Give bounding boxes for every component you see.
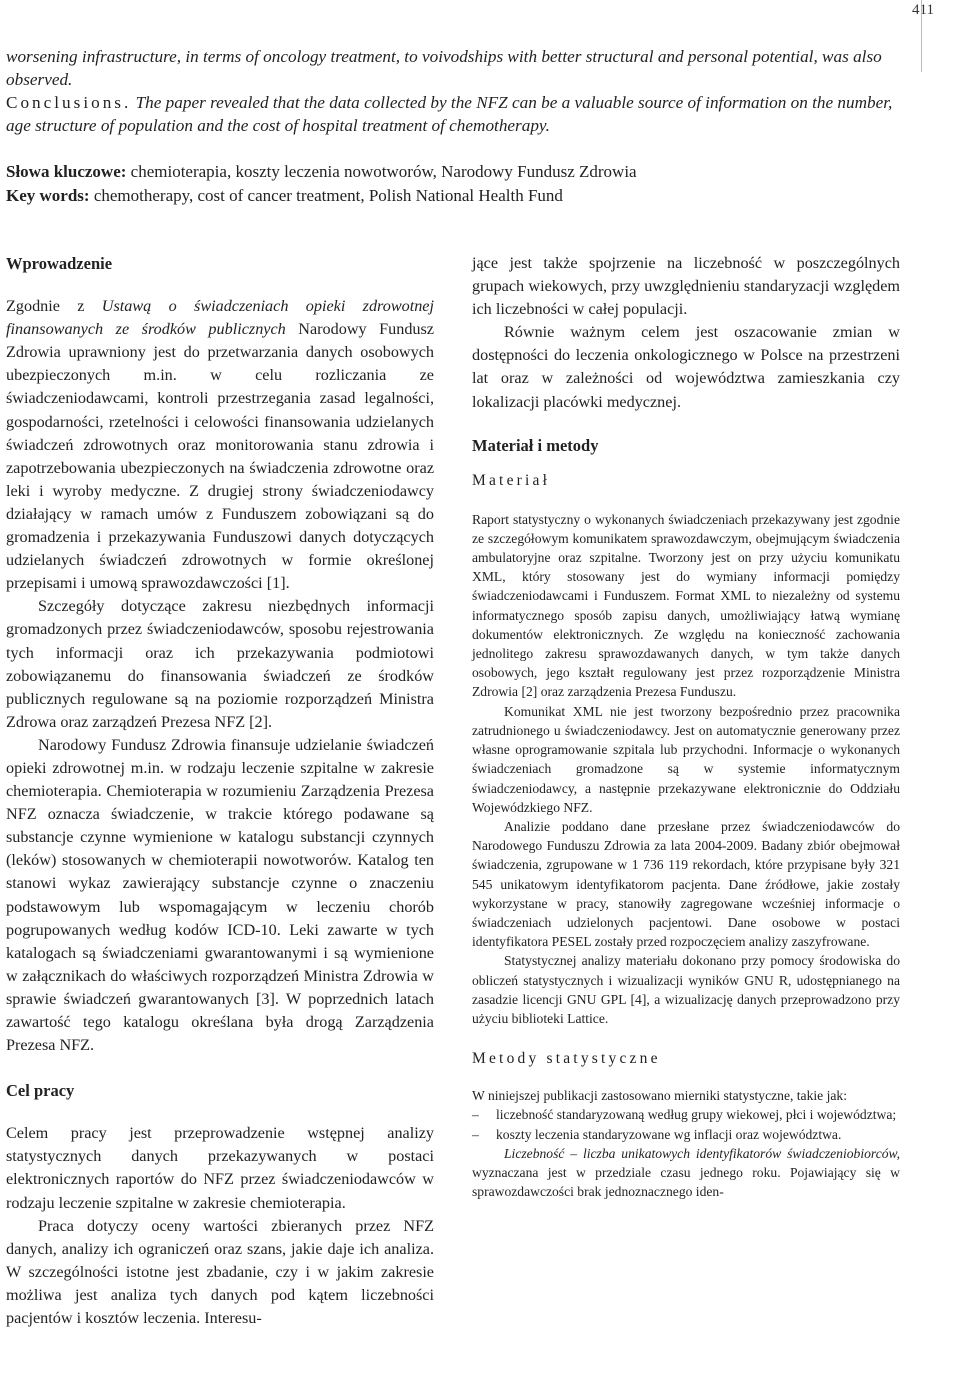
continuation-paragraph: jące jest także spojrzenie na liczebność w poszczególnych grupach wiekowych, przy uwzględnieniu standaryzacji względem ich liczebności w całej populacji. [472,254,900,319]
left-column [6,252,434,1330]
aim-paragraph: Celem pracy jest przeprowadzenie wstępnej analizy statystycznych danych przekazywanych w postaci elektronicznych raportów do NFZ przez świadczeniodawców w rodzaju leczenie szpitalne w zakresie chemioterapia. [6,1124,434,1212]
keywords-polish-label: Słowa kluczowe: [6,162,127,181]
details-paragraph: Szczegóły dotyczące zakresu niezbędnych informacji gromadzonych przez świadczeniodawców, sposobu rejestrowania tych informacji oraz ich przekazywania podmiotowi zobowiązanemu do finansowania świadczeń ze środków publicznych regulowane są na poziomie rozporządzeń Ministra Zdrowa oraz zarządzeń Prezesa NFZ [2]. [6,597,434,731]
keywords-english-label: Key words: [6,185,90,205]
margin-rule [921,0,922,72]
keywords-polish [6,160,916,184]
section-heading-wprowadzenie: Wprowadzenie [6,254,113,273]
keywords-english [6,184,916,208]
subheading-metody-statystyczne: Metody statystyczne [472,1050,661,1068]
abstract-tail [6,45,911,137]
definition-term: Liczebność – liczba unikatowych identyfikatorów świadczeniobiorców, [504,1145,900,1161]
act-title: Ustawą o świadczeniach opieki zdrowotnej finansowanych ze środków publicznych [6,297,434,339]
aim-detail-paragraph: Praca dotyczy oceny wartości zbieranych przez NFZ danych, analizy ich ograniczeń oraz szans, jakie daje ich analiza. W szczególności istotne jest zbadanie, czy i w jakim zakresie możliwa jest analiza tych danych pod kątem liczebności pacjentów i kosztów leczenia. Interesu- [6,1216,434,1328]
subheading-material: Materiał [472,471,551,489]
intro-text-b: Narodowy Fundusz Zdrowia uprawniony jest do przetwarzania danych osobowych ubezpieczonych m.in. w celu rozliczania ze świadczeniodawcami, kontroli przestrzegania zasad legalności, gospodarności, rzetelności i celowości finansowania udzielanych świadczeń zdrowotnych oraz monitorowania stanu zdrowia i zapotrzebowania ubezpieczonych na świadczenia zdrowotne oraz leki i wyroby medyczne. Z drugiej strony świadczeniodawcy działający w ramach umów z Funduszem zobowiązani są do gromadzenia i przekazywania Funduszowi danych dotyczących udzielanych świadczeń zdrowotnych w formie określonej przepisami i umową sprawozdawczości [1]. [6,320,434,593]
nfz-paragraph: Narodowy Fundusz Zdrowia finansuje udzielanie świadczeń opieki zdrowotnej m.in. w rodzaju leczenie szpitalne w zakresie chemioterapia. Chemioterapia w rozumieniu Zarządzenia Prezesa NFZ oznacza świadczenie, w trakcie którego podawane są substancje czynne wymienione w katalogu substancji czynnych (leków) stosowanych w chemioterapii nowotworów. Katalog ten stanowi wykaz zawierający substancje czynne o znaczeniu podstawowym lub wspomagającym w leczeniu chorób pogrupowanych według kodów ICD-10. Leki zawarte w tych katalogach są świadczeniami gwarantowanymi i są wymienione w załącznikach do właściwych rozporządzeń Ministra Zdrowia w sprawie świadczeń gwarantowanych [3]. W poprzednich latach zawartość tego katalogu określana była drogą Zarządzenia Prezesa NFZ. [6,735,434,1055]
right-column [472,252,900,1201]
page-number: 411 [912,2,934,18]
definition-paragraph [472,1144,900,1202]
conclusions-label: Conclusions. [6,93,132,112]
section-heading-material-i-metody: Materiał i metody [472,435,599,455]
methods-list [472,1105,900,1143]
section-heading-cel-pracy: Cel pracy [6,1081,75,1101]
goal-paragraph: Równie ważnym celem jest oszacowanie zmian w dostępności do leczenia onkologicznego w Polsce na przestrzeni lat oraz w zależności od województwa zamieszkania czy lokalizacji placówki medycznej. [472,323,900,411]
material-paragraph-2: Komunikat XML nie jest tworzony bezpośrednio przez pracownika zatrudnionego u świadczeniodawcy. Jest on automatycznie generowany przez własne oprogramowanie szpitala lub przychodni. Informacje o wykonanych świadczeniach gromadzone są w systemie informatycznym świadczeniodawcy, a następnie przekazywane elektronicznie do Oddziału Wojewódzkiego NFZ. [472,703,900,815]
conclusions-paragraph [6,91,911,137]
methods-section [472,1086,900,1201]
material-paragraph-4: Statystycznej analizy materiału dokonano przy pomocy środowiska do obliczeń statystycznych i wizualizacji wyników GNU R, udostępnianego na zasadzie licencji GNU GPL [4], a wizualizację danych przeprowadzono przy użyciu biblioteki Lattice. [472,953,900,1026]
definition-text: wyznaczana jest w przedziale czasu jednego roku. Pojawiający się w sprawozdawczości brak jednoznacznego iden- [472,1164,900,1200]
intro-text-a: Zgodnie z [6,297,102,316]
conclusions-text: The paper revealed that the data collected by the NFZ can be a valuable source of information on the number, age structure of population and the cost of hospital treatment of chemotherapy. [6,93,893,135]
list-item: – liczebność standaryzowaną według grupy wiekowej, płci i województwa; [472,1105,900,1124]
material-paragraph-1: Raport statystyczny o wykonanych świadczeniach przekazywany jest zgodnie ze szczegółowym komunikatem sprawozdawczym, obejmującym świadczenia ambulatoryjne oraz szpitalne. Tworzony jest on przy użyciu komunikatu XML, który stosowany jest do wymiany informacji pomiędzy świadczeniodawcami i Funduszem. Format XML to niezależny od systemu informatycznego sposób zapisu danych, umożliwiający łatwą wymianę dokumentów elektronicznych. Ze względu na konieczność zachowania jednolitego zakresu sprawozdawanych danych, w tym także danych osobowych, jego kształt regulowany jest przez rozporządzenie Ministra Zdrowia [2] oraz zarządzenia Prezesa Funduszu. [472,511,900,700]
list-item: – koszty leczenia standaryzowane wg inflacji oraz województwa. [472,1125,900,1144]
material-section [472,510,900,1028]
abstract-paragraph: worsening infrastructure, in terms of oncology treatment, to voivodships with better structural and personal potential, was also observed. [6,47,882,89]
keywords-block [6,160,916,207]
methods-intro: W niniejszej publikacji zastosowano mierniki statystyczne, takie jak: [472,1088,847,1104]
keywords-polish-text: chemioterapia, koszty leczenia nowotworów, Narodowy Fundusz Zdrowia [126,162,637,181]
material-paragraph-3: Analizie poddano dane przesłane przez świadczeniodawców do Narodowego Funduszu Zdrowia za lata 2004-2009. Badany zbiór obejmował świadczenia, zgrupowane w 1 736 119 rekordach, które przypisane były 321 545 unikatowym identyfikatorom pacjenta. Dane źródłowe, jakie zostały wykorzystane w pracy, stanowiły zagregowane wcześniej informacje o świadczeniach udzielonych pacjentowi. Dane osobowe w postaci identyfikatora PESEL zostały przed rozpoczęciem analizy zaszyfrowane. [472,818,900,950]
intro-paragraph [6,295,434,595]
keywords-english-text: chemotherapy, cost of cancer treatment, Polish National Health Fund [89,185,563,205]
